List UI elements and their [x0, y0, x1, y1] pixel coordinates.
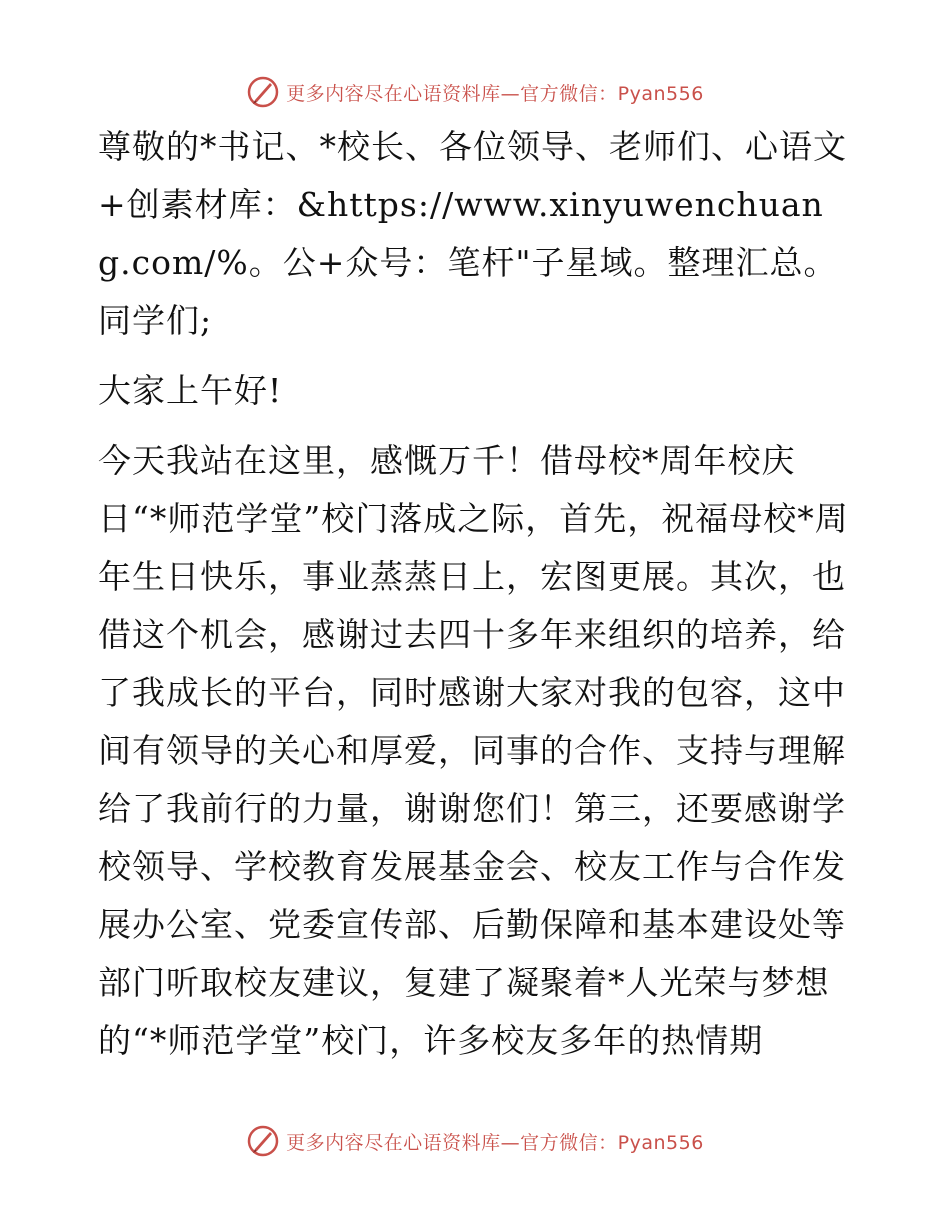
quill-pen-logo-icon: [246, 75, 280, 109]
footer-watermark-banner: [0, 1121, 950, 1161]
greeting-paragraph: 大家上午好!: [98, 371, 283, 410]
document-body: [98, 118, 850, 1070]
salutation-paragraph: 尊敬的*书记、*校长、各位领导、老师们、心语文+创素材库：&https://www.xinyuwenchuang.com/%。公+众号：笔杆"子星域。整理汇总。同学们;: [98, 127, 847, 340]
watermark-text: 更多内容尽在心语资料库—官方微信：Pyan556: [286, 1131, 704, 1154]
quill-pen-logo-icon: [246, 1124, 280, 1158]
watermark-text: 更多内容尽在心语资料库—官方微信：Pyan556: [286, 82, 704, 105]
speech-body-paragraph: 今天我站在这里，感慨万千！借母校*周年校庆日“*师范学堂”校门落成之际，首先，祝福母校*周年生日快乐，事业蒸蒸日上，宏图更展。其次，也借这个机会，感谢过去四十多年来组织的培养，给了我成长的平台，同时感谢大家对我的包容，这中间有领导的关心和厚爱，同事的合作、支持与理解给了我前行的力量，谢谢您们！第三，还要感谢学校领导、学校教育发展基金会、校友工作与合作发展办公室、党委宣传部、后勤保障和基本建设处等部门听取校友建议，复建了凝聚着*人光荣与梦想的“*师范学堂”校门，许多校友多年的热情期: [98, 441, 849, 1060]
header-watermark-banner: [0, 72, 950, 112]
